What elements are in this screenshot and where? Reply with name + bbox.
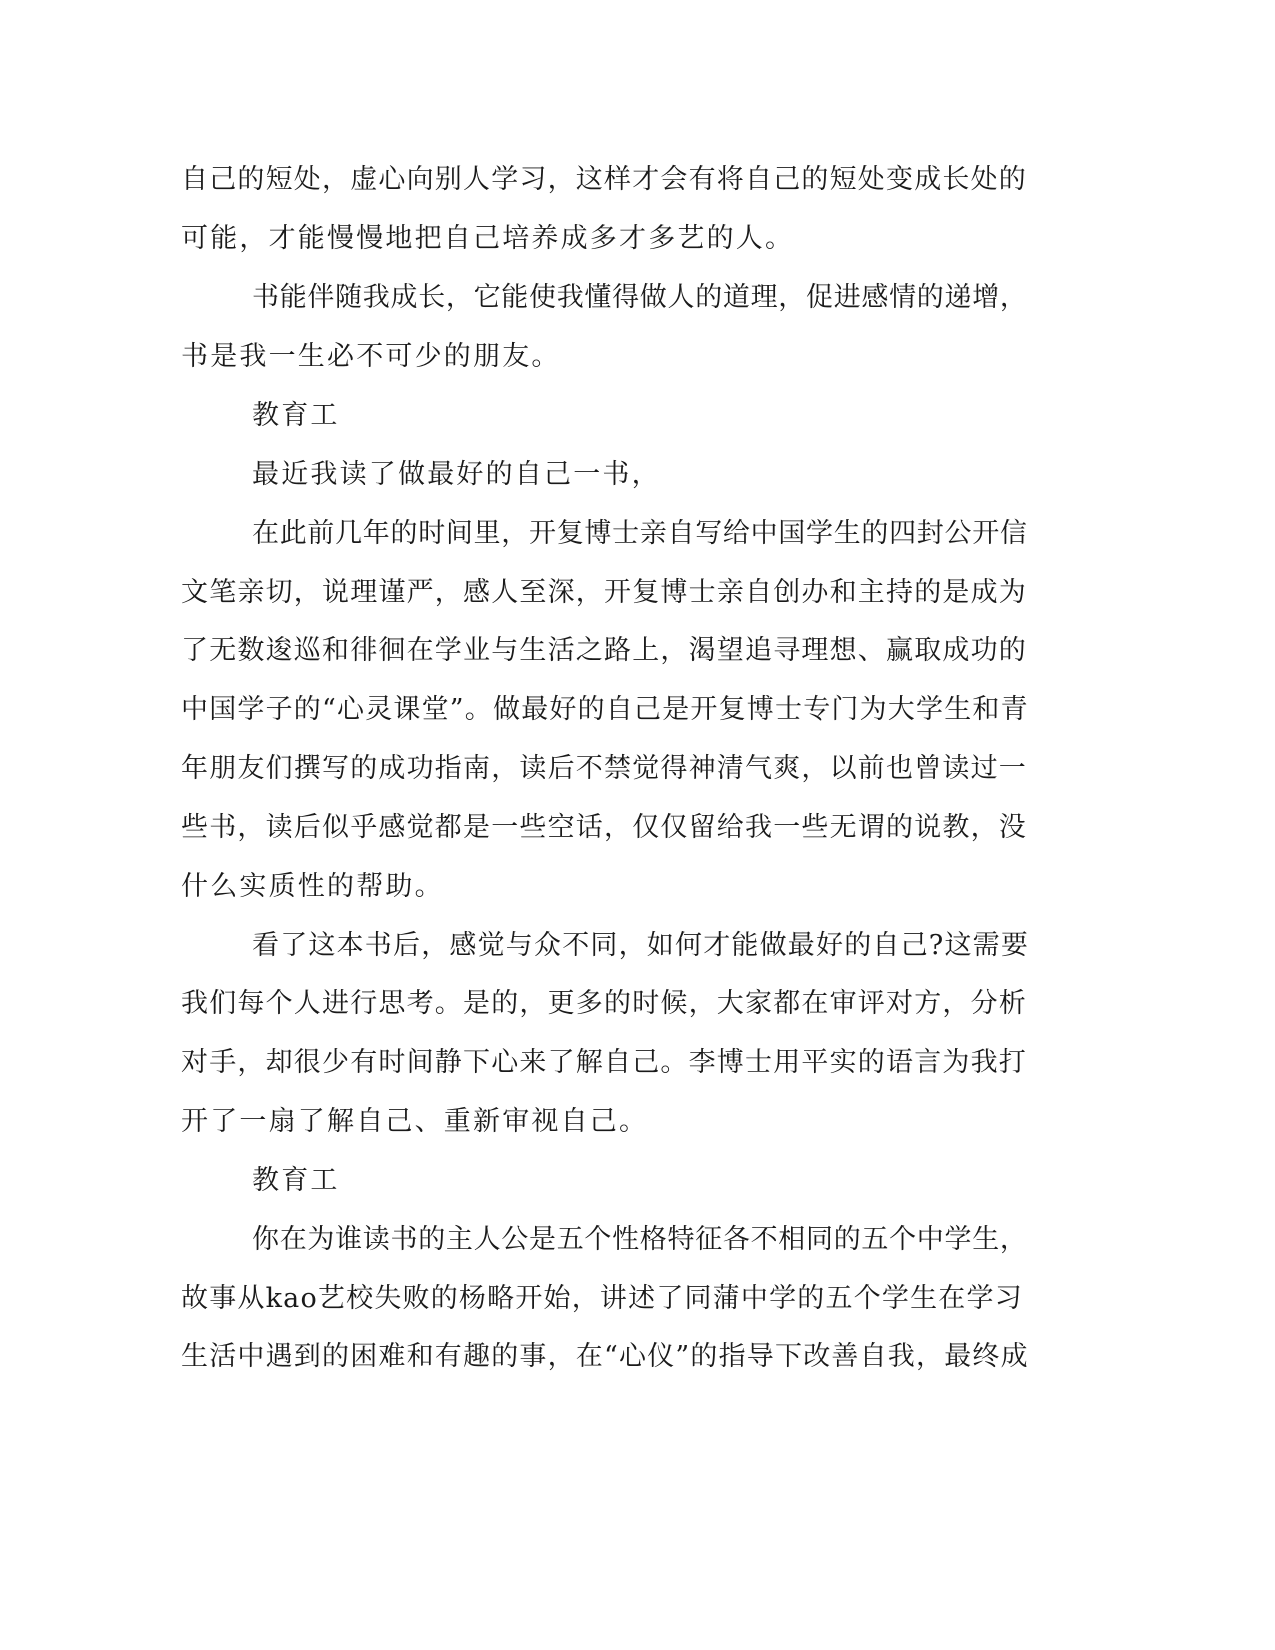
text-line: [0, 1281, 1275, 1317]
text-line-content: 书是我一生必不可少的朋友。: [181, 341, 561, 372]
text-line: [0, 692, 1275, 728]
text-line-content: 书能伴随我成长，它能使我懂得做人的道理，促进感情的递增，: [252, 282, 1028, 313]
text-line-content: 教育工: [252, 1165, 340, 1196]
text-line-content: 可能，才能慢慢地把自己培养成多才多艺的人。: [181, 223, 795, 254]
text-line-content: 对手，却很少有时间静下心来了解自己。李博士用平实的语言为我打: [181, 1047, 1027, 1078]
text-line-content: 生活中遇到的困难和有趣的事，在“心仪”的指导下改善自我，最终成: [181, 1341, 1029, 1372]
text-line: [0, 398, 1275, 434]
text-line-content: 什么实质性的帮助。: [181, 871, 444, 902]
text-line-content: 教育工: [252, 400, 340, 431]
text-line: [0, 516, 1275, 552]
text-line: [0, 1045, 1275, 1081]
text-line: [0, 162, 1275, 198]
text-line: [0, 869, 1275, 905]
text-line-content: 自己的短处，虚心向别人学习，这样才会有将自己的短处变成长处的: [181, 164, 1027, 195]
text-line-content: 故事从kao艺校失败的杨略开始，讲述了同蒲中学的五个学生在学习: [181, 1283, 1023, 1314]
text-line-content: 文笔亲切，说理谨严，感人至深，开复博士亲自创办和主持的是成为: [181, 577, 1027, 608]
text-line: [0, 751, 1275, 787]
text-line-content: 些书，读后似乎感觉都是一些空话，仅仅留给我一些无谓的说教，没: [181, 812, 1027, 843]
text-line: [0, 928, 1275, 964]
text-line: [0, 986, 1275, 1022]
text-line-content: 我们每个人进行思考。是的，更多的时候，大家都在审评对方，分析: [181, 988, 1027, 1019]
text-line: [0, 1104, 1275, 1140]
text-line-content: 中国学子的“心灵课堂”。做最好的自己是开复博士专门为大学生和青: [181, 694, 1029, 725]
text-line-content: 开了一扇了解自己、重新审视自己。: [181, 1106, 649, 1137]
text-line: [0, 1163, 1275, 1199]
text-line-content: 看了这本书后，感觉与众不同，如何才能做最好的自己?这需要: [252, 930, 1030, 961]
text-line: [0, 633, 1275, 669]
text-line-content: 年朋友们撰写的成功指南，读后不禁觉得神清气爽，以前也曾读过一: [181, 753, 1027, 784]
text-line: [0, 221, 1275, 257]
text-line-content: 你在为谁读书的主人公是五个性格特征各不相同的五个中学生，: [252, 1224, 1028, 1255]
text-line-content: 了无数逡巡和徘徊在学业与生活之路上，渴望追寻理想、赢取成功的: [181, 635, 1027, 666]
text-line: [0, 1339, 1275, 1375]
text-line-content: 在此前几年的时间里，开复博士亲自写给中国学生的四封公开信: [252, 518, 1028, 549]
text-line: [0, 575, 1275, 611]
text-line: [0, 810, 1275, 846]
text-line: [0, 457, 1275, 493]
text-line: [0, 339, 1275, 375]
text-line-content: 最近我读了做最好的自己一书，: [252, 459, 661, 490]
text-line: [0, 280, 1275, 316]
text-line: [0, 1222, 1275, 1258]
